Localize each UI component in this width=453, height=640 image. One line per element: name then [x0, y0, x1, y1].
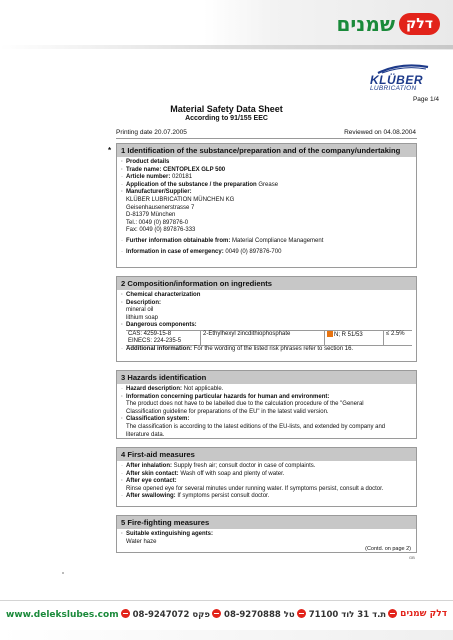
component-name: 2-Ethylhexyl zincdithiophosphate	[201, 330, 325, 345]
cas-number: CAS: 4259-15-8	[128, 330, 172, 337]
section-4-heading: 4 First-aid measures	[117, 448, 416, 461]
footer-brand: דלק שמנים	[400, 609, 447, 619]
printing-date: Printing date 20.07.2005	[116, 129, 187, 136]
footer-fax-group	[133, 609, 221, 620]
header-stripe	[0, 45, 453, 49]
logo-word: שמנים	[336, 12, 395, 36]
suitable-agents-value: Water haze	[126, 538, 157, 545]
article-number: · Article number: 020181	[121, 174, 193, 181]
suitable-agents-label: · Suitable extinguishing agents:	[121, 531, 214, 537]
document-subtitle: According to 91/155 EEC	[185, 115, 268, 122]
footer-address: 71100 ת.ד 31 לוד	[308, 609, 387, 620]
section-5-heading: 5 Fire-fighting measures	[117, 516, 416, 529]
kluber-sub: LUBRICATION	[370, 85, 417, 92]
divider	[116, 138, 417, 139]
footer-tel: 08-9270888 טל	[224, 609, 295, 620]
footer-tel-group	[224, 609, 306, 620]
bottom-band	[0, 630, 453, 640]
classification-text: The classification is according to the latest editions of the EU-lists, and extended by company and	[126, 423, 386, 430]
emergency-information: · Information in case of emergency: 0049 (0) 897876-700	[121, 248, 282, 255]
language-code: GB	[409, 555, 415, 560]
document-title: Material Safety Data Sheet	[170, 104, 283, 114]
particular-hazards-text: Classification guideline for preparations of the EU" in the latest valid version.	[126, 408, 329, 415]
einecs-number: EINECS: 224-235-5	[128, 338, 182, 345]
after-inhalation: · After inhalation: Supply fresh air; consult doctor in case of complaints.	[121, 463, 316, 469]
section-4	[116, 447, 417, 507]
after-eye-contact-text: Rinse opened eye for several minutes under running water. If symptoms persist, consult a doctor.	[126, 485, 384, 492]
section-2-heading: 2 Composition/information on ingredients	[117, 277, 416, 290]
classification-text: literature data.	[126, 431, 165, 438]
manufacturer-label: · Manufacturer/Supplier:	[121, 189, 192, 196]
further-information: · Further information obtainable from: Material Compliance Management	[121, 237, 324, 244]
footer-website[interactable]: www.delekslubes.com	[6, 609, 119, 620]
classification-label: · Classification system:	[121, 416, 190, 423]
chemical-characterization: · Chemical characterization	[121, 292, 201, 298]
reviewed-date: Reviewed on 04.08.2004	[344, 129, 416, 136]
section-3	[116, 370, 417, 439]
hazard-description: · Hazard description: Not applicable.	[121, 386, 224, 392]
logo-badge: דלק	[399, 13, 440, 35]
risk-phrase: N; R 51/53	[334, 331, 363, 338]
address-line: Tel.: 0049 (0) 897876-0	[126, 219, 189, 226]
delek-logo	[308, 10, 440, 38]
bullet-icon	[121, 609, 130, 618]
bullet-icon	[388, 609, 397, 618]
footer-fax: 08-9247072 פקס	[132, 609, 210, 620]
after-swallowing: · After swallowing: If symptoms persist consult doctor.	[121, 493, 270, 500]
particular-hazards-text: The product does not have to be labelled due to the calculation procedure of the "General	[126, 401, 364, 408]
address-line: Geisenhausenerstrasse 7	[126, 204, 195, 211]
application: · Application of the substance / the preparation Grease	[121, 181, 279, 188]
trade-name: · Trade name: CENTOPLEX GLP 500	[121, 166, 226, 173]
concentration: ≤ 2.5%	[384, 330, 413, 345]
speck	[62, 572, 64, 574]
page-number: Page 1/4	[412, 96, 439, 103]
footer-line	[0, 600, 453, 601]
margin-mark: *	[108, 146, 112, 155]
address-line: D-81379 München	[126, 212, 176, 219]
particular-hazards-label: · Information concerning particular hazards for human and environment:	[121, 393, 330, 400]
description-label: · Description:	[121, 299, 162, 306]
continued-note: (Contd. on page 2)	[365, 546, 411, 552]
environment-hazard-icon	[327, 331, 333, 337]
bullet-icon	[212, 609, 221, 618]
address-line: Fax: 0049 (0) 897876-333	[126, 227, 196, 234]
description-line: lithium soap	[126, 314, 159, 321]
bullet-icon	[297, 609, 306, 618]
additional-information: · Additional information: For the wording of the listed risk phrases refer to section 16.	[121, 346, 354, 353]
product-details: · Product details	[121, 159, 170, 165]
section-1-heading: 1 Identification of the substance/preparation and of the company/undertaking	[117, 144, 416, 157]
after-skin-contact: · After skin contact: Wash off with soap and plenty of water.	[121, 470, 285, 477]
footer-address-group	[309, 609, 397, 620]
kluber-logo	[370, 73, 434, 95]
section-3-heading: 3 Hazards identification	[117, 371, 416, 384]
section-1	[116, 143, 417, 268]
table-row	[126, 330, 412, 345]
section-2	[116, 276, 417, 362]
description-line: mineral oil	[126, 307, 154, 314]
footer	[6, 606, 447, 622]
footer-website-group	[6, 609, 130, 620]
dangerous-components-table	[126, 330, 412, 346]
dangerous-components-label: · Dangerous components:	[121, 322, 197, 329]
address-line: KLÜBER LUBRICATION MÜNCHEN KG	[126, 196, 235, 203]
kluber-name: KLÜBER	[370, 73, 423, 87]
after-eye-contact-label: · After eye contact:	[121, 478, 177, 485]
